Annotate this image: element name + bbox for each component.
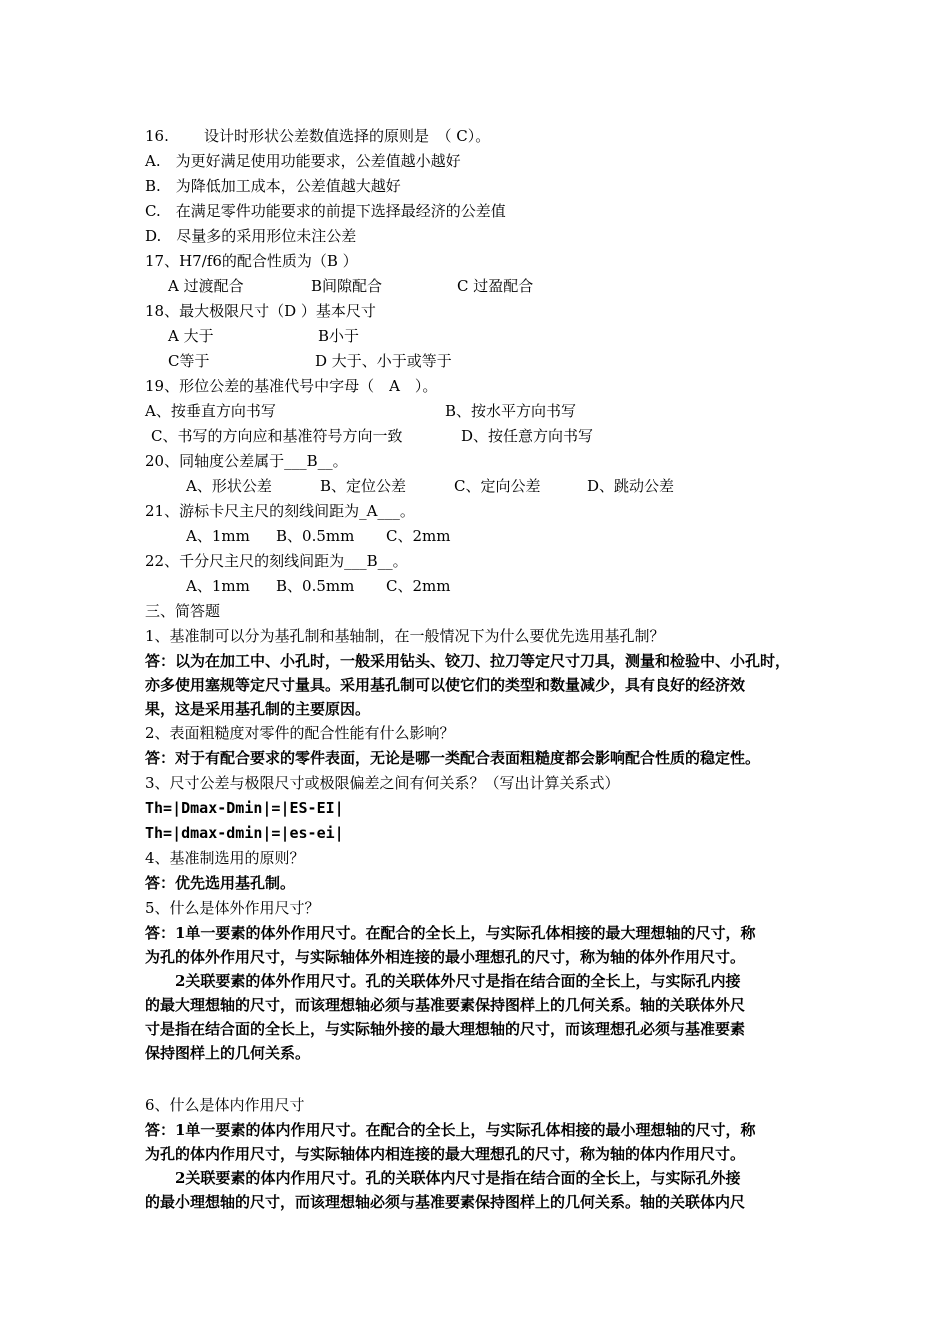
sq6-question: 6、什么是体内作用尺寸 [145,1096,305,1114]
q18-option-b: B小于 [318,327,360,345]
sq1-answer-line3: 果，这是采用基孔制的主要原因。 [145,700,371,718]
sq5-answer-line6: 保持图样上的几何关系。 [145,1044,311,1062]
sq6-answer-line1: 答：1单一要素的体内作用尺寸。在配合的全长上，与实际孔体相接的最小理想轴的尺寸，称 [145,1121,756,1139]
q22-option-c: C、2mm [386,577,451,595]
q18-text: 18、最大极限尺寸（D ）基本尺寸 [145,302,376,320]
sq6-answer-line3: 2关联要素的体内作用尺寸。孔的关联体内尺寸是指在结合面的全长上，与实际孔外接 [175,1169,741,1187]
sq5-answer-line1: 答：1单一要素的体外作用尺寸。在配合的全长上，与实际孔体相接的最大理想轴的尺寸，称 [145,924,756,942]
q18-option-d: D 大于、小于或等于 [315,352,452,370]
q19-option-a: A、按垂直方向书写 [145,402,276,420]
sq1-question: 1、基准制可以分为基孔制和基轴制，在一般情况下为什么要优先选用基孔制？ [145,627,665,645]
q22-option-b: B、0.5mm [276,577,355,595]
q18-option-c: C等于 [168,352,210,370]
q19-option-d: D、按任意方向书写 [461,427,594,445]
q18-option-a: A 大于 [168,327,214,345]
q20-option-d: D、跳动公差 [587,477,675,495]
sq3-question: 3、尺寸公差与极限尺寸或极限偏差之间有何关系？（写出计算关系式） [145,774,620,792]
q20-text: 20、同轴度公差属于___B__。 [145,452,348,470]
q16-number: 16. [145,127,169,145]
q19-option-c: C、书写的方向应和基准符号方向一致 [151,427,403,445]
q16-text: 设计时形状公差数值选择的原则是 （ C）。 [204,127,491,145]
q20-option-c: C、定向公差 [454,477,541,495]
sq5-answer-line2: 为孔的体外作用尺寸，与实际轴体外相连接的最小理想孔的尺寸，称为轴的体外作用尺寸。 [145,948,746,966]
sq2-question: 2、表面粗糙度对零件的配合性能有什么影响？ [145,724,455,742]
q16-option-c: C. 在满足零件功能要求的前提下选择最经济的公差值 [145,202,506,220]
q22-text: 22、千分尺主尺的刻线间距为___B__。 [145,552,408,570]
sq3-formula-1: Th=|Dmax-Dmin|=|ES-EI| [145,799,344,817]
sq3-formula-2: Th=|dmax-dmin|=|es-ei| [145,824,344,842]
q17-option-a: A 过渡配合 [168,277,244,295]
q16-option-b: B. 为降低加工成本，公差值越大越好 [145,177,401,195]
sq5-question: 5、什么是体外作用尺寸？ [145,899,320,917]
sq4-question: 4、基准制选用的原则？ [145,849,305,867]
q16-option-d: D. 尽量多的采用形位未注公差 [145,227,357,245]
sq1-answer-line2: 亦多使用塞规等定尺寸量具。采用基孔制可以使它们的类型和数量减少，具有良好的经济效 [145,676,746,694]
q19-option-b: B、按水平方向书写 [445,402,577,420]
sq5-answer-line4: 的最大理想轴的尺寸，而该理想轴必须与基准要素保持图样上的几何关系。轴的关联体外尺 [145,996,746,1014]
q21-text: 21、游标卡尺主尺的刻线间距为_A___。 [145,502,415,520]
sq1-answer-line1: 答：以为在加工中、小孔时，一般采用钻头、铰刀、拉刀等定尺寸刀具，测量和检验中、小孔时， [145,652,791,670]
q17-text: 17、H7/f6的配合性质为（B ） [145,252,358,270]
sq5-answer-line5: 寸是指在结合面的全长上，与实际轴外接的最大理想轴的尺寸，而该理想孔必须与基准要素 [145,1020,746,1038]
q21-option-b: B、0.5mm [276,527,355,545]
sq6-answer-line2: 为孔的体内作用尺寸，与实际轴体内相连接的最大理想孔的尺寸，称为轴的体内作用尺寸。 [145,1145,746,1163]
q16-option-a: A. 为更好满足使用功能要求，公差值越小越好 [145,152,461,170]
q22-option-a: A、1mm [186,577,250,595]
q21-option-c: C、2mm [386,527,451,545]
q21-option-a: A、1mm [186,527,250,545]
q19-text: 19、形位公差的基准代号中字母（ A ）。 [145,377,438,395]
q17-option-b: B间隙配合 [311,277,383,295]
q20-option-a: A、形状公差 [186,477,272,495]
sq5-answer-line3: 2关联要素的体外作用尺寸。孔的关联体外尺寸是指在结合面的全长上，与实际孔内接 [175,972,741,990]
sq2-answer-line1: 答：对于有配合要求的零件表面，无论是哪一类配合表面粗糙度都会影响配合性质的稳定性。 [145,749,761,767]
section-title: 三、简答题 [145,602,221,620]
q17-option-c: C 过盈配合 [457,277,534,295]
sq4-answer-line1: 答：优先选用基孔制。 [145,874,296,892]
q20-option-b: B、定位公差 [320,477,407,495]
sq6-answer-line4: 的最小理想轴的尺寸，而该理想轴必须与基准要素保持图样上的几何关系。轴的关联体内尺 [145,1193,746,1211]
